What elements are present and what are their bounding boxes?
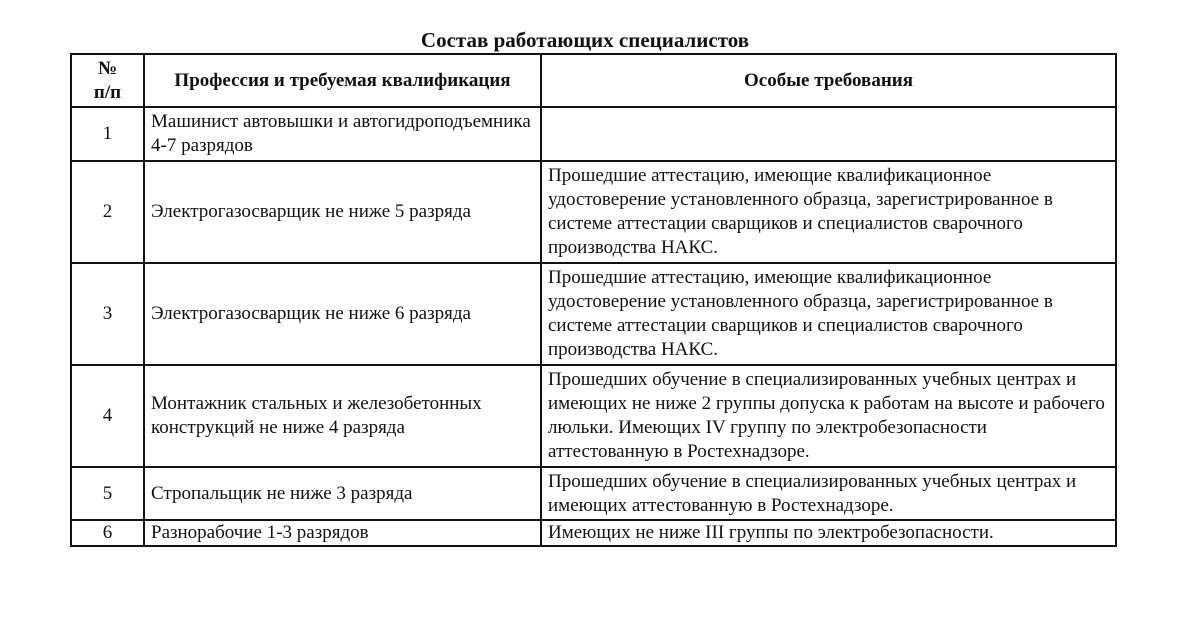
row-profession: Электрогазосварщик не ниже 6 разряда [144, 263, 541, 365]
row-number: 3 [71, 263, 144, 365]
row-number: 6 [71, 520, 144, 546]
row-requirements: Прошедшие аттестацию, имеющие квалификационное удостоверение установленного образца, зарегистрированное в системе аттестации сварщиков и специалистов сварочного производства НАКС. [541, 161, 1116, 263]
row-profession: Монтажник стальных и железобетонных конструкций не ниже 4 разряда [144, 365, 541, 467]
table-header [71, 54, 1116, 107]
row-number: 2 [71, 161, 144, 263]
row-requirements: Прошедших обучение в специализированных учебных центрах и имеющих не ниже 2 группы допуска к работам на высоте и рабочего люльки. Имеющих IV группу по электробезопасности аттестованную в Ростехнадзоре. [541, 365, 1116, 467]
header-number-abbrev: п/п [93, 81, 122, 103]
table-body [71, 107, 1116, 546]
specialists-table [70, 53, 1117, 547]
row-profession: Разнорабочие 1-3 разрядов [144, 520, 541, 546]
header-number [71, 54, 144, 107]
table-row [71, 467, 1116, 520]
row-number: 5 [71, 467, 144, 520]
row-requirements: Имеющих не ниже III группы по электробезопасности. [541, 520, 1116, 546]
row-requirements: Прошедшие аттестацию, имеющие квалификационное удостоверение установленного образца, зарегистрированное в системе аттестации сварщиков и специалистов сварочного производства НАКС. [541, 263, 1116, 365]
row-requirements: Прошедших обучение в специализированных учебных центрах и имеющих аттестованную в Ростехнадзоре. [541, 467, 1116, 520]
document-title: Состав работающих специалистов [420, 28, 750, 52]
row-number: 1 [71, 107, 144, 161]
table-row [71, 365, 1116, 467]
row-profession: Машинист автовышки и автогидроподъемника 4-7 разрядов [144, 107, 541, 161]
table-row [71, 520, 1116, 546]
header-number-symbol: № [97, 57, 118, 79]
header-requirements: Особые требования [541, 54, 1116, 107]
table-row [71, 107, 1116, 161]
table-row [71, 263, 1116, 365]
row-profession: Стропальщик не ниже 3 разряда [144, 467, 541, 520]
header-profession: Профессия и требуемая квалификация [144, 54, 541, 107]
row-requirements [541, 107, 1116, 161]
row-profession: Электрогазосварщик не ниже 5 разряда [144, 161, 541, 263]
table-row [71, 161, 1116, 263]
row-number: 4 [71, 365, 144, 467]
header-row [71, 54, 1116, 107]
